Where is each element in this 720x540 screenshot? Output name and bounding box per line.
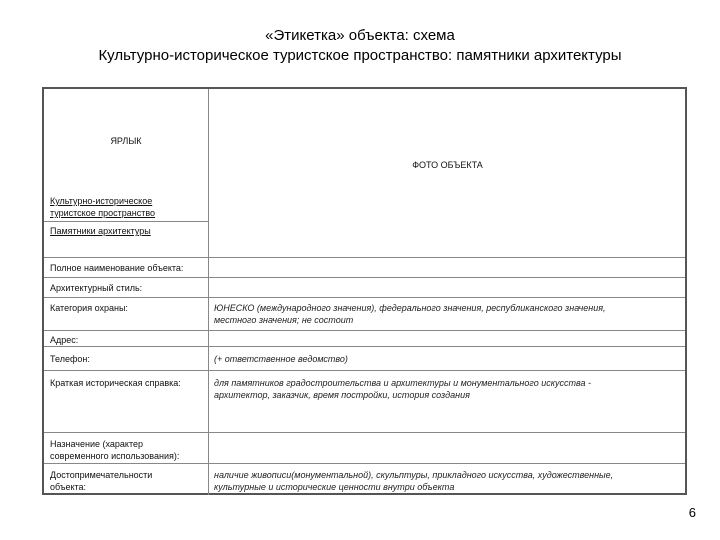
monuments-category: Памятники архитектуры — [50, 226, 151, 236]
page-number: 6 — [688, 505, 696, 520]
label-scheme-table — [42, 87, 687, 495]
row-divider — [44, 463, 685, 464]
sights-value: наличие живописи(монументальной), скульптуры, прикладного искусства, художественные, культурные и исторические ценности внутри объекта — [214, 470, 614, 492]
slide-title: «Этикетка» объекта: схема — [265, 27, 455, 44]
row-divider — [44, 297, 685, 298]
sights-label: Достопримечательности объекта: — [50, 470, 153, 492]
phone-value: (+ ответственное ведомство) — [214, 354, 348, 364]
history-label: Краткая историческая справка: — [50, 378, 181, 388]
row-divider — [44, 432, 685, 433]
purpose-label: Назначение (характер современного использования): — [50, 439, 180, 461]
style-label: Архитектурный стиль: — [50, 283, 143, 293]
protection-value: ЮНЕСКО (международного значения), федерального значения, республиканского значения, местного значения; не состоит — [214, 303, 606, 325]
history-value: для памятников градостроительства и архитектуры и монументального искусства - архитектор, заказчик, время постройки, история создания — [214, 378, 591, 400]
protection-label: Категория охраны: — [50, 303, 128, 313]
row-divider — [44, 370, 685, 371]
address-label: Адрес: — [50, 335, 79, 345]
photo-placeholder: ФОТО ОБЪЕКТА — [412, 160, 483, 170]
row-divider — [44, 257, 685, 258]
row-divider — [44, 277, 685, 278]
column-divider — [208, 89, 209, 495]
label-heading: ЯРЛЫК — [110, 136, 142, 146]
row-divider — [44, 330, 685, 331]
space-type-link: Культурно-историческое туристское пространство — [50, 196, 156, 218]
slide-subtitle: Культурно-историческое туристское пространство: памятники архитектуры — [98, 47, 622, 64]
divider — [44, 221, 208, 222]
full-name-label: Полное наименование объекта: — [50, 263, 184, 273]
row-divider — [44, 346, 685, 347]
phone-label: Телефон: — [50, 354, 90, 364]
